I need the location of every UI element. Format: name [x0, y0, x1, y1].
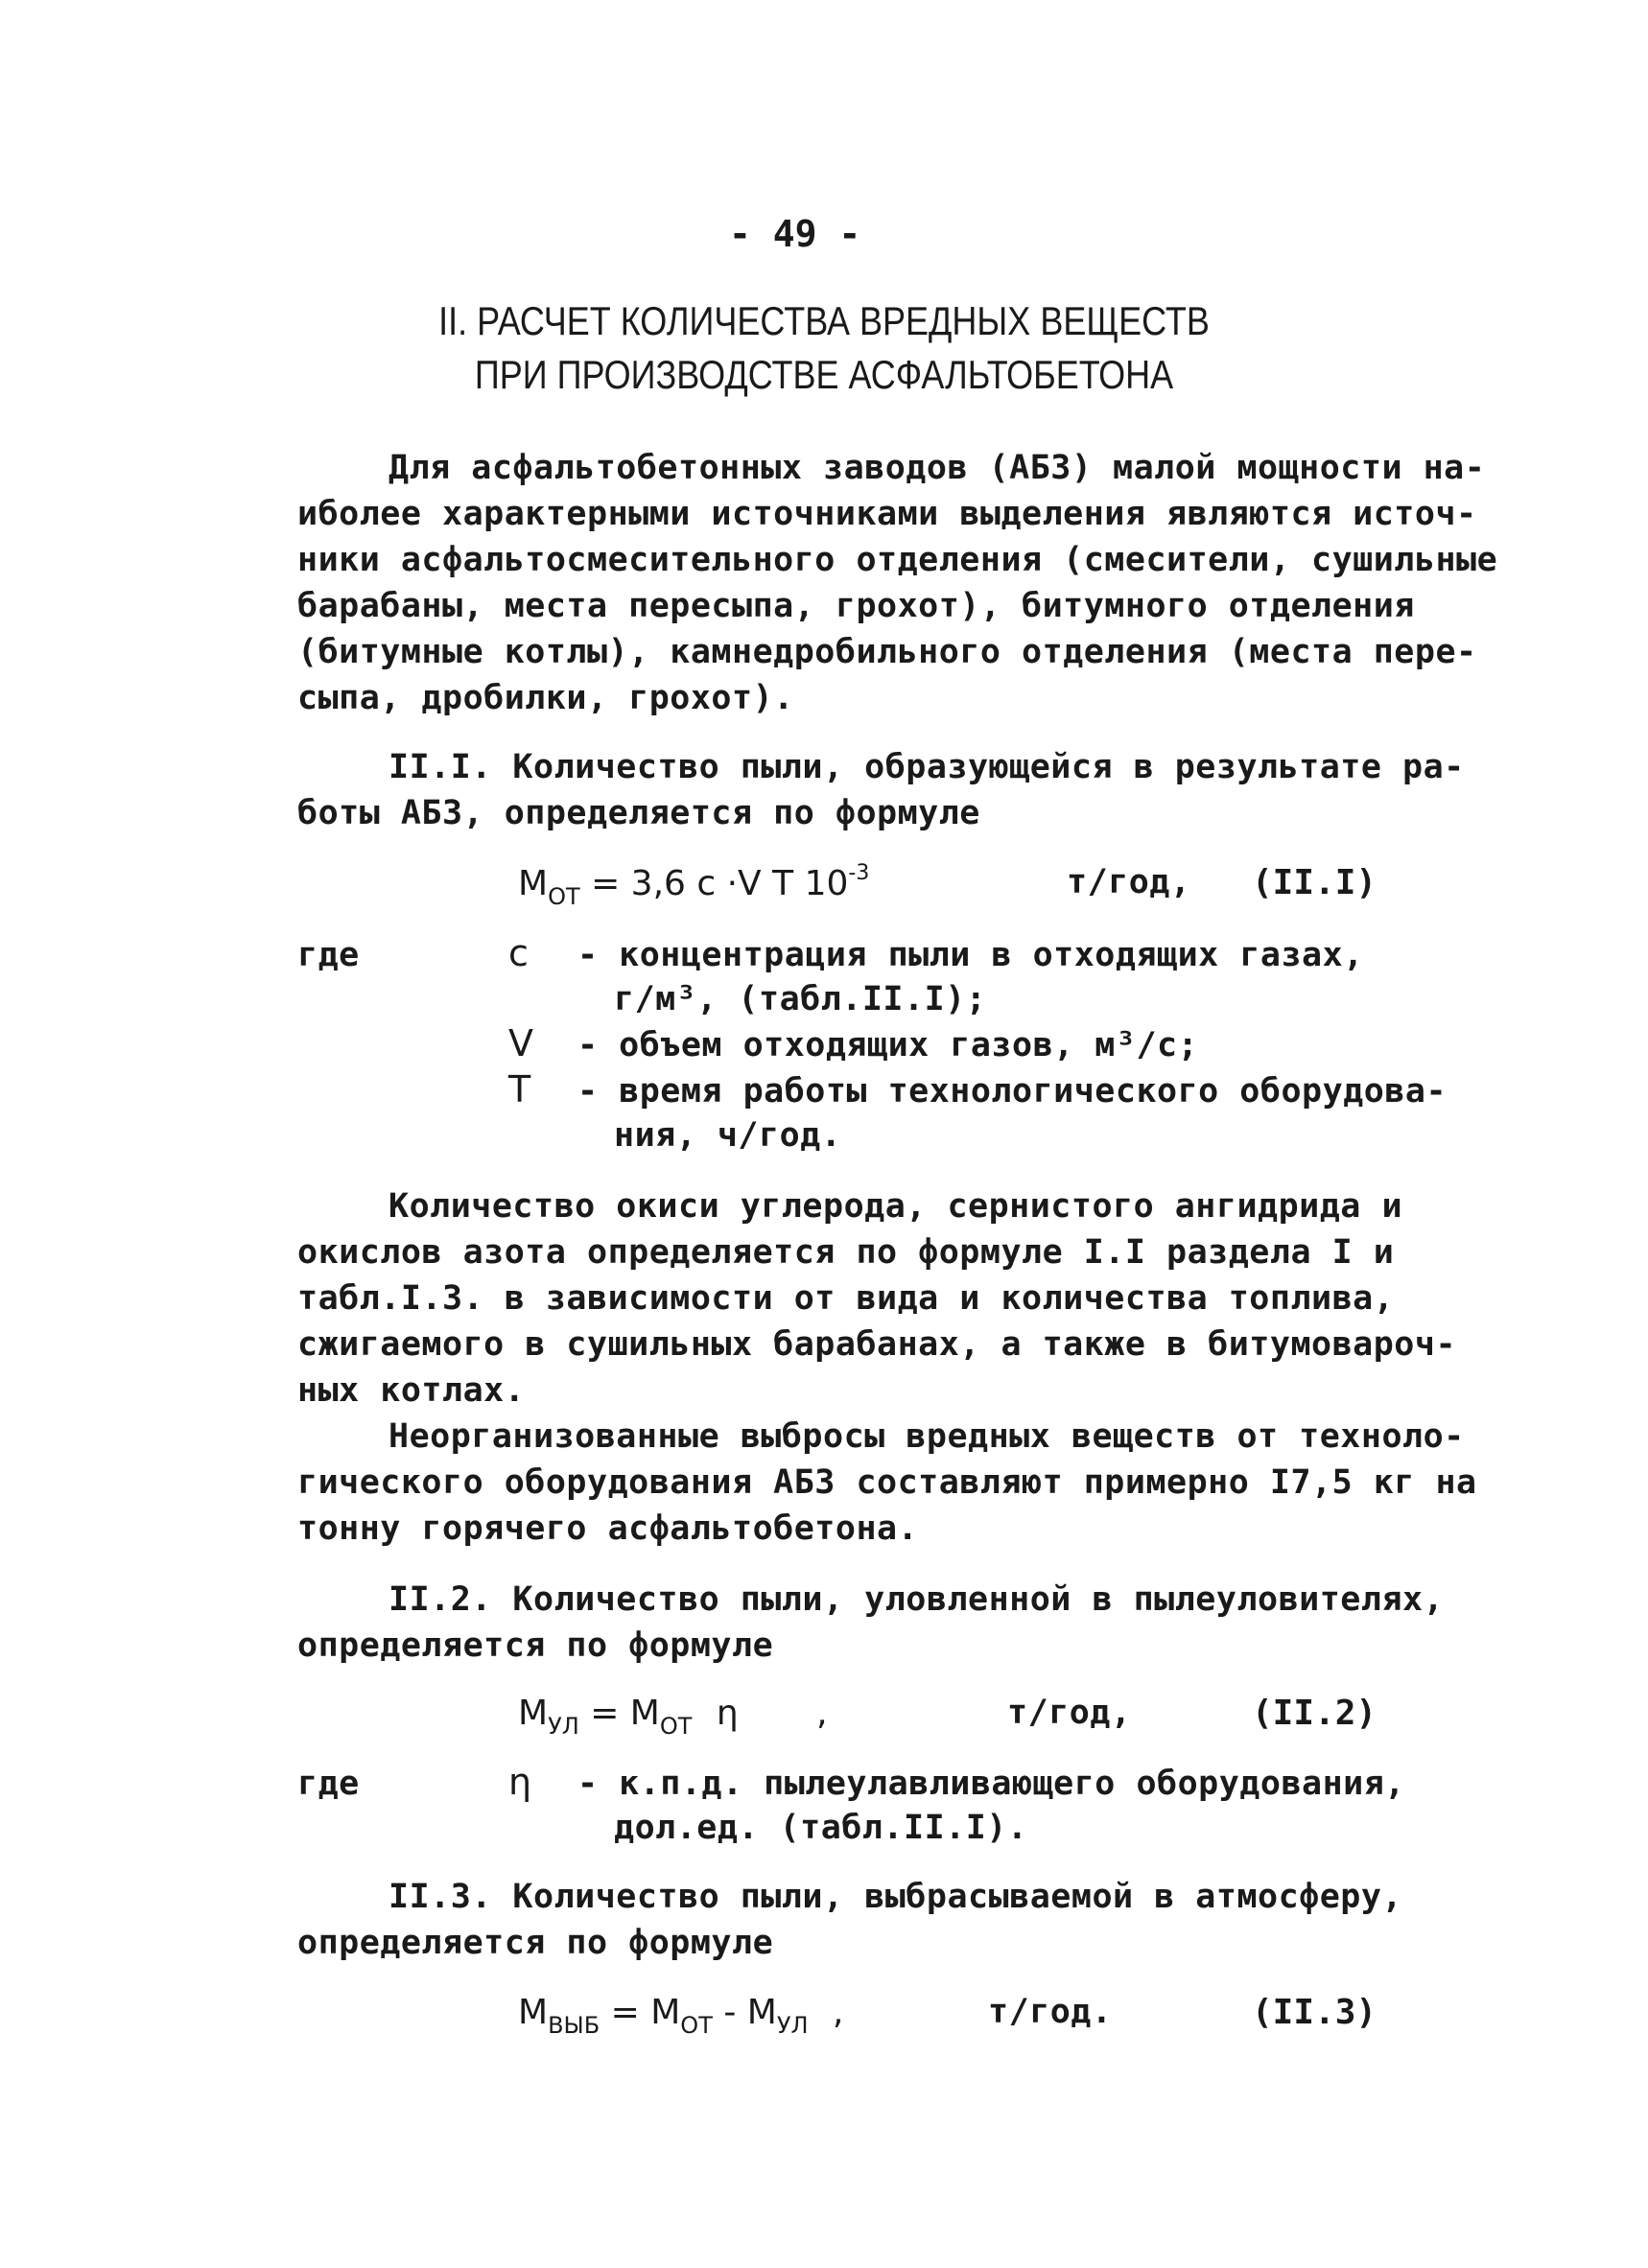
- section-title-line-2: ПРИ ПРОИЗВОДСТВЕ АСФАЛЬТОБЕТОНА: [474, 351, 1174, 397]
- paragraph-3-line: гического оборудования АБЗ составляют примерно I7,5 кг на: [297, 1463, 1477, 1502]
- formula-3-rhs2: - M: [723, 1993, 777, 2032]
- intro-line: (битумные котлы), камнедробильного отделения (места пере-: [297, 633, 1477, 671]
- formula-2-rhs: = M: [590, 1694, 660, 1733]
- where-eta-cont: дол.ед. (табл.II.I).: [614, 1809, 1028, 1847]
- formula-2: [518, 1694, 828, 1740]
- formula-1-number: (II.I): [1252, 863, 1377, 902]
- section-2-line: II.2. Количество пыли, уловленной в пылеуловителях,: [388, 1580, 1445, 1619]
- where-t-symbol: T: [508, 1068, 531, 1111]
- formula-1-unit: т/год,: [1067, 863, 1191, 901]
- where-v-text: - объем отходящих газов, м³/с;: [577, 1026, 1199, 1064]
- paragraph-2-line: ных котлах.: [297, 1371, 526, 1410]
- formula-3: [518, 1993, 843, 2039]
- formula-1-lhs-sub: ОТ: [548, 883, 580, 910]
- section-2-line: определяется по формуле: [297, 1626, 774, 1665]
- intro-line: Для асфальтобетонных заводов (АБЗ) малой мощности на-: [388, 449, 1486, 487]
- formula-3-comma: ,: [832, 1993, 844, 2032]
- formula-1-lhs: M: [518, 864, 549, 903]
- formula-2-number: (II.2): [1252, 1694, 1377, 1733]
- intro-line: иболее характерными источниками выделения являются источ-: [297, 495, 1477, 533]
- formula-1-rhs: = 3,6 c ·V T 10: [591, 864, 849, 903]
- where-t-text: - время работы технологического оборудова-: [577, 1072, 1448, 1111]
- where-eta-text: - к.п.д. пылеулавливающего оборудования,: [577, 1765, 1405, 1803]
- paragraph-2-line: окислов азота определяется по формуле I.I раздела I и: [297, 1233, 1395, 1272]
- formula-3-number: (II.3): [1252, 1993, 1377, 2032]
- formula-2-lhs-sub: УЛ: [548, 1713, 579, 1740]
- intro-line: барабаны, места пересыпа, грохот), битумного отделения: [297, 587, 1415, 625]
- where-label-2: где: [297, 1765, 360, 1803]
- formula-3-rhs2-sub: УЛ: [776, 2012, 809, 2039]
- formula-3-rhs1: = M: [610, 1993, 681, 2032]
- formula-2-lhs: M: [518, 1694, 549, 1733]
- formula-3-rhs1-sub: ОТ: [680, 2012, 713, 2039]
- paragraph-2-line: Количество окиси углерода, сернистого ангидрида и: [388, 1187, 1403, 1226]
- paragraph-2-line: табл.I.3. в зависимости от вида и количества топлива,: [297, 1279, 1395, 1318]
- section-title-line-1: II. РАСЧЕТ КОЛИЧЕСТВА ВРЕДНЫХ ВЕЩЕСТВ: [438, 297, 1210, 343]
- section-1-line: боты АБЗ, определяется по формуле: [297, 794, 980, 832]
- formula-2-eta: η: [716, 1694, 739, 1733]
- where-c-symbol: c: [508, 932, 529, 974]
- where-c-cont: г/м³, (табл.II.I);: [614, 980, 987, 1018]
- formula-3-lhs-sub: ВЫБ: [548, 2012, 600, 2039]
- page-number: - 49 -: [729, 213, 861, 255]
- intro-line: ники асфальтосмесительного отделения (смесители, сушильные: [297, 541, 1498, 579]
- formula-3-unit: т/год.: [988, 1993, 1113, 2031]
- section-1-line: II.I. Количество пыли, образующейся в результате ра-: [388, 748, 1465, 786]
- formula-1-rhs-sup: -3: [848, 861, 870, 885]
- paragraph-2-line: сжигаемого в сушильных барабанах, а также в битумовароч-: [297, 1325, 1457, 1364]
- formula-2-comma: ,: [816, 1694, 828, 1733]
- formula-2-unit: т/год,: [1007, 1694, 1132, 1732]
- formula-2-rhs-sub: ОТ: [659, 1713, 693, 1740]
- section-3-line: определяется по формуле: [297, 1924, 774, 1962]
- paragraph-3-line: Неорганизованные выбросы вредных веществ от техноло-: [388, 1417, 1465, 1456]
- where-label: где: [297, 936, 360, 974]
- where-v-symbol: V: [508, 1022, 533, 1064]
- where-eta-symbol: η: [508, 1761, 532, 1803]
- intro-line: сыпа, дробилки, грохот).: [297, 679, 794, 717]
- formula-1: [518, 861, 869, 910]
- section-3-line: II.3. Количество пыли, выбрасываемой в атмосферу,: [388, 1878, 1403, 1916]
- where-c-text: - концентрация пыли в отходящих газах,: [577, 936, 1364, 974]
- paragraph-3-line: тонну горячего асфальтобетона.: [297, 1509, 919, 1548]
- where-t-cont: ния, ч/год.: [614, 1116, 842, 1155]
- formula-3-lhs: M: [518, 1993, 549, 2032]
